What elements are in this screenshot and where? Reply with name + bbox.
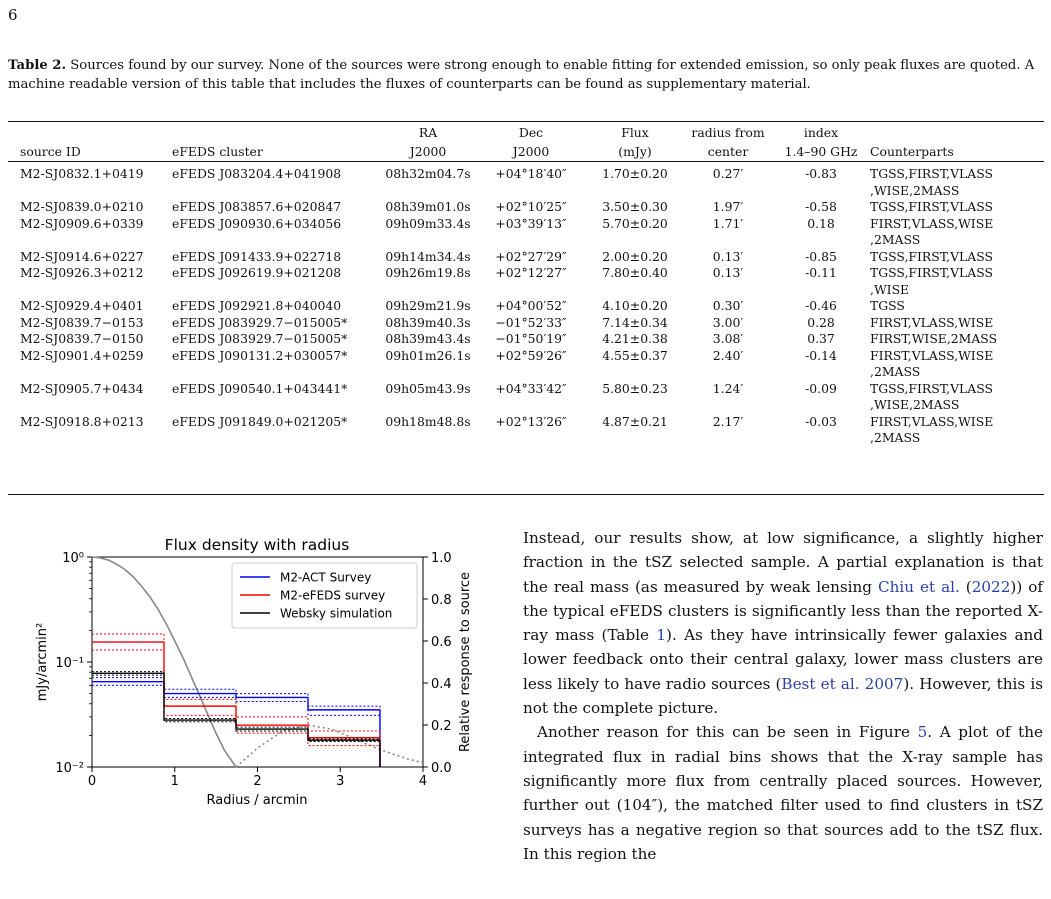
cell-dec: +02°12′27″ bbox=[495, 265, 567, 280]
cell-counterparts-cont: ,2MASS bbox=[870, 232, 921, 247]
x-tick-label: 2 bbox=[253, 774, 262, 789]
y2-tick-label: 0.4 bbox=[431, 677, 452, 692]
cell-counterparts-cont: ,2MASS bbox=[870, 430, 921, 445]
cell-dec: +02°59′26″ bbox=[495, 347, 567, 363]
cell-counterparts: FIRST,VLASS,WISE bbox=[870, 314, 994, 330]
cell-flux: 7.14±0.34 bbox=[602, 314, 668, 330]
citation-chiu-year[interactable]: 2022 bbox=[971, 577, 1011, 596]
table-caption bbox=[8, 56, 1042, 94]
cell-cluster: eFEDS J092619.9+021208 bbox=[172, 265, 342, 280]
page-number: 6 bbox=[8, 6, 18, 24]
table-caption-label: Table 2. bbox=[8, 58, 67, 73]
header-flux: Flux bbox=[621, 125, 649, 140]
cell-cluster: eFEDS J083204.4+041908 bbox=[172, 166, 342, 181]
cell-radius: 0.27′ bbox=[712, 166, 744, 181]
cell-cluster: eFEDS J083929.7−015005* bbox=[172, 314, 348, 330]
cell-source: M2-SJ0905.7+0434 bbox=[20, 380, 144, 396]
flux-radius-figure bbox=[0, 510, 500, 895]
cell-flux: 5.80±0.23 bbox=[602, 380, 668, 396]
cell-source: M2-SJ0926.3+0212 bbox=[20, 265, 144, 280]
cell-flux: 3.50±0.30 bbox=[602, 199, 668, 214]
cell-cluster: eFEDS J090930.6+034056 bbox=[172, 215, 342, 231]
cell-flux: 1.70±0.20 bbox=[602, 166, 668, 181]
cell-ra: 08h39m01.0s bbox=[385, 199, 471, 214]
p1-text-d: ). As they have intrinsically fewer galaxies and lower feedback onto their central galaxy, lower mass clusters are less likely to have radio sources ( bbox=[523, 626, 1043, 693]
cell-ra: 09h05m43.9s bbox=[385, 380, 471, 396]
cell-ra: 09h01m26.1s bbox=[385, 347, 471, 363]
header-ra: RA bbox=[418, 125, 438, 140]
p1-text-b: ( bbox=[959, 577, 972, 596]
y2-tick-label: 1.0 bbox=[431, 551, 452, 566]
cell-cluster: eFEDS J091433.9+022718 bbox=[172, 248, 342, 264]
cell-dec: +02°10′25″ bbox=[495, 199, 567, 214]
citation-best[interactable]: Best et al. 2007 bbox=[781, 674, 904, 693]
table-header-rule bbox=[8, 161, 1044, 162]
cell-source: M2-SJ0839.7−0150 bbox=[20, 331, 144, 346]
cell-counterparts: TGSS bbox=[870, 298, 905, 313]
cell-source: M2-SJ0839.7−0153 bbox=[20, 314, 144, 330]
cell-ra: 08h39m43.4s bbox=[385, 331, 471, 346]
cell-source: M2-SJ0832.1+0419 bbox=[20, 166, 144, 181]
cell-index: 0.18 bbox=[807, 215, 835, 231]
header-ra-epoch: J2000 bbox=[409, 144, 447, 159]
p1-text-c: )) of the typical eFEDS clusters is significantly less than the reported X-ray mass (Table bbox=[523, 577, 1043, 645]
cell-source: M2-SJ0901.4+0259 bbox=[20, 347, 144, 363]
chart-legend bbox=[232, 563, 417, 628]
cell-dec: +04°33′42″ bbox=[495, 380, 567, 396]
header-source-id: source ID bbox=[20, 144, 81, 159]
cell-radius: 0.13′ bbox=[712, 248, 744, 264]
legend-label: M2-ACT Survey bbox=[280, 570, 372, 585]
cell-index: -0.85 bbox=[805, 248, 837, 264]
p1-text-a: Instead, our results show, at low significance, a slightly higher fraction in the tSZ selected sample. A partial explanation is that the real mass (as measured by weak lensing bbox=[523, 529, 1043, 596]
cell-source: M2-SJ0839.0+0210 bbox=[20, 199, 144, 214]
cell-ra: 09h26m19.8s bbox=[385, 265, 471, 280]
cell-radius: 0.13′ bbox=[712, 265, 744, 280]
citation-chiu[interactable]: Chiu et al. bbox=[878, 577, 960, 596]
y-axis-label: mJy/arcmin² bbox=[35, 622, 50, 702]
cell-ra: 09h18m48.8s bbox=[385, 413, 471, 429]
cell-index: -0.11 bbox=[805, 265, 837, 280]
cell-radius: 3.08′ bbox=[712, 331, 744, 346]
cell-radius: 1.97′ bbox=[712, 199, 744, 214]
cell-counterparts-cont: ,2MASS bbox=[870, 364, 921, 379]
y-tick-label: 10⁻¹ bbox=[55, 656, 84, 671]
cell-dec: +02°13′26″ bbox=[495, 413, 567, 429]
header-cluster: eFEDS cluster bbox=[172, 144, 263, 159]
paragraph-2 bbox=[523, 720, 1043, 866]
cell-source: M2-SJ0914.6+0227 bbox=[20, 248, 144, 264]
figure-reference[interactable]: 5 bbox=[917, 723, 928, 742]
cell-source: M2-SJ0909.6+0339 bbox=[20, 215, 144, 231]
header-index: index bbox=[803, 125, 839, 140]
p1-text-e: ). However, this is not the complete picture. bbox=[523, 674, 1043, 718]
cell-dec: −01°50′19″ bbox=[495, 331, 567, 346]
header-counterparts: Counterparts bbox=[870, 144, 954, 159]
cell-flux: 4.87±0.21 bbox=[602, 413, 668, 429]
cell-cluster: eFEDS J083929.7−015005* bbox=[172, 331, 348, 346]
table-bottom-rule bbox=[8, 494, 1044, 495]
cell-index: 0.37 bbox=[807, 331, 835, 346]
header-dec-epoch: J2000 bbox=[512, 144, 550, 159]
cell-cluster: eFEDS J083857.6+020847 bbox=[172, 199, 342, 214]
y2-tick-label: 0.2 bbox=[431, 719, 452, 734]
cell-radius: 1.71′ bbox=[712, 215, 744, 231]
cell-counterparts: FIRST,VLASS,WISE bbox=[870, 413, 994, 429]
y-tick-label: 10⁰ bbox=[62, 551, 84, 566]
table-reference[interactable]: 1 bbox=[656, 626, 667, 645]
cell-dec: +04°00′52″ bbox=[495, 298, 567, 313]
p2-text-a: Another reason for this can be seen in Figure bbox=[537, 723, 918, 742]
cell-ra: 08h32m04.7s bbox=[385, 166, 471, 181]
cell-flux: 4.10±0.20 bbox=[602, 298, 668, 313]
paragraph-1 bbox=[523, 526, 1043, 720]
x-tick-label: 0 bbox=[87, 774, 97, 789]
cell-flux: 4.21±0.38 bbox=[602, 331, 668, 346]
cell-index: -0.09 bbox=[805, 380, 837, 396]
legend-label: Websky simulation bbox=[280, 606, 393, 621]
cell-index: -0.03 bbox=[805, 413, 837, 429]
cell-cluster: eFEDS J090540.1+043441* bbox=[172, 380, 348, 396]
cell-counterparts: TGSS,FIRST,VLASS bbox=[870, 248, 993, 264]
cell-counterparts: FIRST,VLASS,WISE bbox=[870, 347, 994, 363]
cell-index: -0.46 bbox=[805, 298, 837, 313]
y2-tick-label: 0.0 bbox=[431, 761, 452, 776]
cell-source: M2-SJ0918.8+0213 bbox=[20, 413, 144, 429]
table-top-rule bbox=[8, 121, 1044, 122]
cell-dec: −01°52′33″ bbox=[495, 314, 567, 330]
cell-counterparts-cont: ,WISE bbox=[870, 281, 910, 297]
cell-dec: +03°39′13″ bbox=[495, 215, 567, 231]
table-caption-text: Sources found by our survey. None of the sources were strong enough to enable fitting for extended emission, so only peak fluxes are quoted. A machine readable version of this table that includes the fluxes of counterparts can be found as supplementary material. bbox=[8, 58, 1035, 92]
cell-cluster: eFEDS J092921.8+040040 bbox=[172, 298, 342, 313]
cell-flux: 2.00±0.20 bbox=[602, 248, 668, 264]
cell-radius: 0.30′ bbox=[712, 298, 744, 313]
body-text bbox=[523, 526, 1043, 866]
header-flux-unit: (mJy) bbox=[618, 144, 652, 159]
cell-cluster: eFEDS J091849.0+021205* bbox=[172, 413, 348, 429]
x-tick-label: 1 bbox=[170, 774, 179, 789]
cell-ra: 09h14m34.4s bbox=[385, 248, 471, 264]
flux-density-chart bbox=[0, 510, 500, 895]
cell-source: M2-SJ0929.4+0401 bbox=[20, 298, 144, 313]
cell-flux: 7.80±0.40 bbox=[602, 265, 668, 280]
p2-text-b: . A plot of the integrated flux in radial bins shows that the X-ray sample has significantly more flux from centrally placed sources. However, further out (104″), the matched filter used to find clusters in tSZ surveys has a negative region so that sources add to the tSZ flux. In this region the bbox=[523, 723, 1043, 863]
cell-counterparts-cont: ,WISE,2MASS bbox=[870, 397, 960, 412]
chart-title: Flux density with radius bbox=[164, 536, 350, 554]
cell-ra: 09h29m21.9s bbox=[385, 298, 471, 313]
cell-counterparts: FIRST,VLASS,WISE bbox=[870, 215, 994, 231]
cell-flux: 4.55±0.37 bbox=[602, 347, 668, 363]
cell-index: -0.14 bbox=[805, 347, 837, 363]
y2-tick-label: 0.8 bbox=[431, 593, 452, 608]
cell-index: -0.58 bbox=[805, 199, 837, 214]
cell-counterparts: FIRST,WISE,2MASS bbox=[870, 331, 998, 346]
cell-radius: 2.40′ bbox=[712, 347, 744, 363]
cell-cluster: eFEDS J090131.2+030057* bbox=[172, 347, 348, 363]
cell-radius: 2.17′ bbox=[712, 413, 744, 429]
header-index-range: 1.4–90 GHz bbox=[784, 144, 858, 159]
header-dec: Dec bbox=[518, 125, 544, 140]
cell-counterparts: TGSS,FIRST,VLASS bbox=[870, 199, 993, 214]
header-radius-center: center bbox=[707, 144, 749, 159]
y2-axis-label: Relative response to source bbox=[458, 571, 473, 753]
x-axis-label: Radius / arcmin bbox=[206, 793, 308, 808]
x-tick-label: 3 bbox=[336, 774, 345, 789]
cell-flux: 5.70±0.20 bbox=[602, 215, 668, 231]
y-tick-label: 10⁻² bbox=[55, 761, 84, 776]
cell-counterparts: TGSS,FIRST,VLASS bbox=[870, 380, 993, 396]
cell-index: 0.28 bbox=[807, 314, 835, 330]
legend-label: M2-eFEDS survey bbox=[280, 588, 386, 603]
cell-counterparts: TGSS,FIRST,VLASS bbox=[870, 166, 993, 181]
cell-index: -0.83 bbox=[805, 166, 837, 181]
cell-ra: 09h09m33.4s bbox=[385, 215, 471, 231]
y2-tick-label: 0.6 bbox=[431, 635, 452, 650]
cell-dec: +02°27′29″ bbox=[495, 248, 567, 264]
cell-dec: +04°18′40″ bbox=[495, 166, 567, 181]
header-radius: radius from bbox=[691, 125, 765, 140]
x-tick-label: 4 bbox=[418, 774, 428, 789]
cell-ra: 08h39m40.3s bbox=[385, 314, 471, 330]
cell-radius: 1.24′ bbox=[712, 380, 744, 396]
cell-radius: 3.00′ bbox=[712, 314, 744, 330]
cell-counterparts-cont: ,WISE,2MASS bbox=[870, 182, 960, 198]
cell-counterparts: TGSS,FIRST,VLASS bbox=[870, 265, 993, 280]
